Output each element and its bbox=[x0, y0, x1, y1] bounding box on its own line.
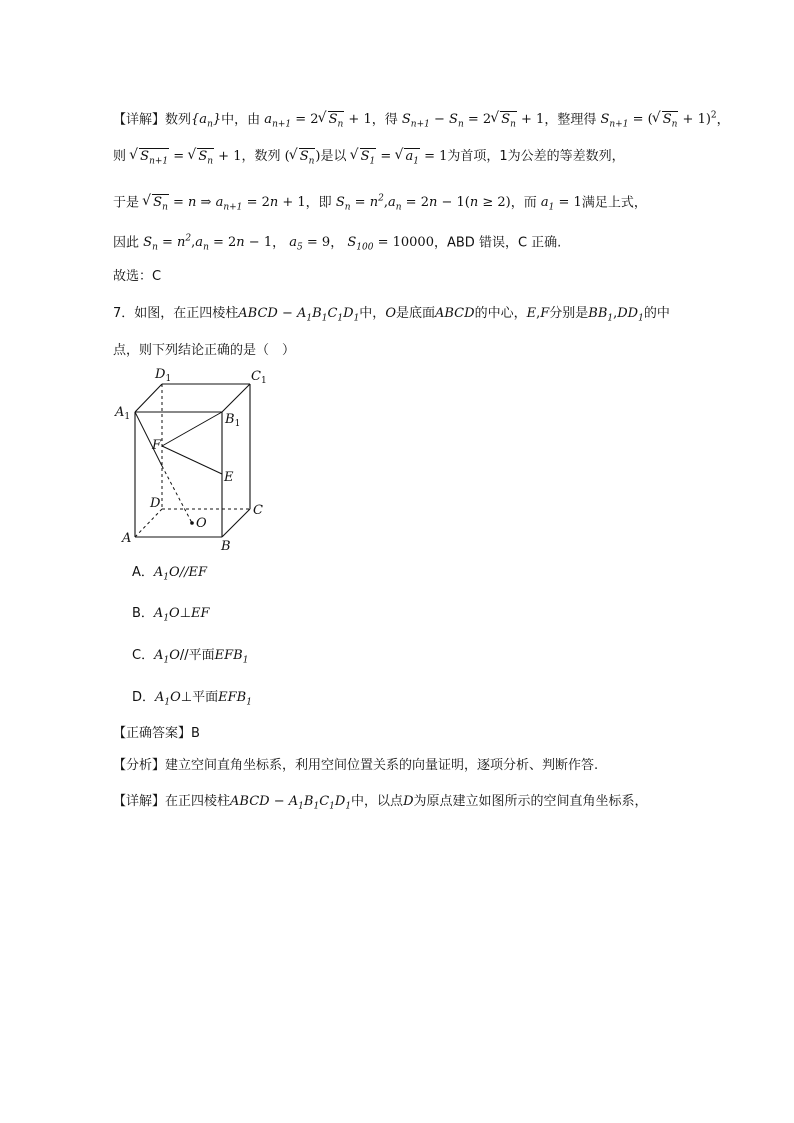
math-a1: $a_1 = 1$ bbox=[540, 195, 582, 213]
math-a5: $a_5 = 9$ bbox=[289, 235, 331, 253]
analysis bbox=[113, 756, 598, 776]
detail-label-2: 【详解】 bbox=[113, 794, 166, 809]
option-a: A．$A_1O//EF$ bbox=[132, 565, 207, 583]
correct-answer-label: 【正确答案】 bbox=[113, 726, 192, 741]
detail-label: 【详解】 bbox=[113, 112, 166, 128]
point-o bbox=[190, 521, 194, 525]
option-d: D．$A_1O\perp$平面$EFB_1$ bbox=[132, 690, 252, 708]
label-f: F bbox=[152, 438, 162, 453]
prism-diagram bbox=[110, 360, 280, 560]
math-first-term: √ $S_1$ = √ $a_1 = 1$ bbox=[351, 149, 448, 164]
math-s100: $S_{100} = 10000$ bbox=[347, 235, 434, 253]
segment-fe bbox=[162, 446, 222, 474]
option-c: C．$A_1O//$平面$EFB_1$ bbox=[132, 648, 249, 666]
math-difference: $S_{n+1} - S_n = 2√$ $S_n + 1$ bbox=[402, 112, 544, 127]
analysis-text: 建立空间直角坐标系，利用空间位置关系的向量证明，逐项分析、判断作答. bbox=[165, 758, 599, 773]
option-b: B．$A_1O\perp EF$ bbox=[132, 606, 210, 624]
label-b: B bbox=[221, 539, 231, 554]
solution-line-3: 于是 √ $S_n = n$ ⇒ $a_{n+1} = 2n + 1$，即 $S_n = n^2,a_n = 2n - 1(n \ge 2)$，而 $a_1 = 1$满足上式， bbox=[113, 189, 647, 218]
question-7-line-2: 点，则下列结论正确的是（ ） bbox=[113, 343, 296, 358]
correct-answer bbox=[113, 724, 200, 744]
math-recurrence: $a_{n+1} = 2√$ $S_n + 1$ bbox=[264, 112, 371, 127]
label-c: C bbox=[253, 503, 263, 518]
solution-line-1: 【详解】数列$\{a_n\}$中，由 $a_{n+1} = 2√$ $S_n + 1$，得 $S_{n+1} - S_n = 2√$ $S_n + 1$，整理得 $S_{n+1}$ = (√ $S_n + 1)^2$， bbox=[113, 106, 730, 135]
label-b1: $B_1$ bbox=[225, 412, 241, 429]
label-o: O bbox=[196, 516, 207, 531]
math-sqrt-seq: (√ $S_n$) bbox=[285, 149, 321, 164]
solution-line-2: 则 √ $S_{n+1}$ = √ $S_n + 1$，数列 (√ $S_n$)是以 √ $S_1$ = √ $a_1 = 1$为首项，1为公差的等差数列， bbox=[113, 147, 625, 172]
correct-answer-value: B bbox=[191, 726, 200, 741]
edge-a1d1 bbox=[135, 384, 162, 412]
segment-fb1 bbox=[162, 412, 222, 446]
edge-bc bbox=[222, 509, 250, 537]
edge-ad-hidden bbox=[135, 509, 162, 537]
label-e: E bbox=[224, 470, 234, 485]
label-c1: $C_1$ bbox=[251, 369, 267, 386]
math-implication: √ $S_n = n$ ⇒ $a_{n+1} = 2n + 1$ bbox=[143, 195, 306, 210]
segment-a1o-hidden bbox=[162, 466, 192, 523]
math-sqrt-relation: √ $S_{n+1}$ = √ $S_n + 1$ bbox=[130, 149, 241, 164]
detail: 【详解】在正四棱柱ABCD − $A_1B_1C_1D_1$中，以点D为原点建立如图所示的空间直角坐标系， bbox=[113, 794, 648, 812]
math-result: $S_n = n^2,a_n = 2n - 1$ bbox=[143, 234, 273, 253]
analysis-label: 【分析】 bbox=[113, 758, 166, 773]
label-a1: $A_1$ bbox=[115, 405, 131, 422]
edge-b1c1 bbox=[222, 384, 250, 412]
question-7-line-1: 7．如图，在正四棱柱ABCD − $A_1B_1C_1D_1$中，O是底面ABCD的中心，E,F分别是$BB_1,DD_1$的中 bbox=[113, 306, 670, 324]
math-sequence-an: $\{a_n\}$ bbox=[191, 112, 222, 130]
math-general-term: $S_n = n^2,a_n = 2n - 1(n \ge 2)$ bbox=[335, 194, 511, 213]
solution-line-4: 因此 $S_n = n^2,a_n = 2n - 1$， $a_5 = 9$， $S_{100} = 10000$，ABD 错误，C 正确. bbox=[113, 234, 562, 253]
label-a: A bbox=[122, 531, 132, 546]
previous-answer: 故选：C bbox=[113, 269, 162, 284]
math-square-form: $S_{n+1}$ = (√ $S_n + 1)^2$ bbox=[600, 112, 716, 127]
question-number: 7．如图，在正四棱柱 bbox=[113, 306, 239, 321]
label-d: D bbox=[150, 496, 161, 511]
prism-figure bbox=[110, 360, 280, 560]
label-d1: $D_1$ bbox=[155, 367, 172, 384]
